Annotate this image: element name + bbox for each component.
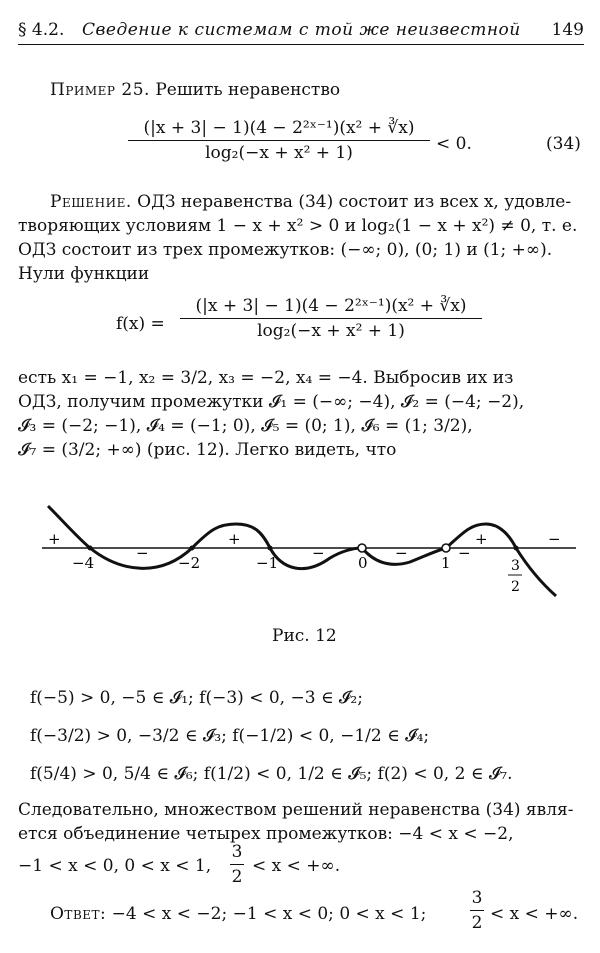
conclusion-line-3-tail: < x < +∞. — [252, 856, 341, 876]
sign-mark: + — [48, 530, 61, 548]
conclusion-fraction: 3 2 — [231, 842, 243, 887]
sign-diagram-figure — [40, 500, 580, 610]
conclusion-line-3: −1 < x < 0, 0 < x < 1, — [18, 856, 212, 876]
sign-mark: − — [312, 544, 325, 562]
check-row-3: f(5/4) > 0, 5/4 ∈ 𝓘₆; f(1/2) < 0, 1/2 ∈ 𝓘₅; f(2) < 0, 2 ∈ 𝓘₇. — [30, 764, 513, 784]
solution-line-4: Нули функции — [18, 264, 150, 284]
sign-curve — [48, 506, 556, 596]
fraction-bar — [128, 140, 430, 141]
solution-line-5: есть x₁ = −1, x₂ = 3/2, x₃ = −2, x₄ = −4. Выбросив их из — [18, 368, 514, 388]
header-rule — [18, 44, 584, 45]
tick-label: −1 — [256, 554, 279, 572]
solution-line-3: ОДЗ состоит из трех промежутков: (−∞; 0), (0; 1) и (1; +∞). — [18, 240, 553, 260]
sign-mark: + — [475, 530, 488, 548]
excluded-point — [442, 544, 450, 552]
section-title: Сведение к системам с той же неизвестной — [82, 20, 521, 40]
inequality-34 — [128, 118, 430, 163]
answer-line — [50, 904, 426, 924]
example-heading — [50, 80, 340, 100]
solution-label: Решение. — [50, 192, 132, 212]
example-label: Пример 25. — [50, 80, 150, 100]
answer-text: −4 < x < −2; −1 < x < 0; 0 < x < 1; — [111, 904, 427, 924]
zero-point — [514, 546, 519, 551]
answer-fraction: 3 2 — [471, 888, 483, 933]
example-text: Решить неравенство — [155, 80, 341, 100]
solution-line-6: ОДЗ, получим промежутки 𝓘₁ = (−∞; −4), 𝓘₂ = (−4; −2), — [18, 392, 525, 412]
function-definition — [180, 296, 482, 341]
answer-tail: < x < +∞. — [490, 904, 579, 924]
fraction-bar — [180, 318, 482, 319]
inequality-numerator: (|x + 3| − 1)(4 − 2²ˣ⁻¹)(x² + ∛x) — [143, 118, 415, 138]
equation-number: (34) — [546, 134, 581, 154]
solution-line-1: Решение. ОДЗ неравенства (34) состоит из всех x, удовле- — [50, 192, 572, 212]
sign-mark: − — [395, 544, 408, 562]
solution-line-8: 𝓘₇ = (3/2; +∞) (рис. 12). Легко видеть, что — [18, 440, 397, 460]
sign-mark: − — [458, 544, 471, 562]
function-lhs: f(x) = — [116, 314, 165, 334]
inequality-rhs: < 0. — [436, 134, 472, 154]
tick-label: 0 — [358, 554, 368, 572]
function-denominator: log₂(−x + x² + 1) — [257, 321, 405, 341]
page-number: 149 — [551, 20, 584, 40]
running-header — [18, 14, 584, 44]
solution-line-7: 𝓘₃ = (−2; −1), 𝓘₄ = (−1; 0), 𝓘₅ = (0; 1), 𝓘₆ = (1; 3/2), — [18, 416, 473, 436]
check-row-2: f(−3/2) > 0, −3/2 ∈ 𝓘₃; f(−1/2) < 0, −1/2 ∈ 𝓘₄; — [30, 726, 430, 746]
zero-point — [88, 546, 93, 551]
tick-label: −4 — [72, 554, 95, 572]
tick-label-fraction-denominator: 2 — [511, 579, 520, 595]
section-number: § 4.2. — [18, 20, 65, 40]
conclusion-line-1: Следовательно, множеством решений неравенства (34) явля- — [18, 800, 574, 820]
conclusion-line-2: ется объединение четырех промежутков: −4 < x < −2, — [18, 824, 514, 844]
zero-point — [268, 546, 273, 551]
solution-line-2: творяющих условиям 1 − x + x² > 0 и log₂(1 − x + x²) ≠ 0, т. е. — [18, 216, 578, 236]
check-row-1: f(−5) > 0, −5 ∈ 𝓘₁; f(−3) < 0, −3 ∈ 𝓘₂; — [30, 688, 363, 708]
tick-label-fraction-numerator: 3 — [511, 558, 520, 574]
inequality-denominator: log₂(−x + x² + 1) — [205, 143, 353, 163]
function-numerator: (|x + 3| − 1)(4 − 2²ˣ⁻¹)(x² + ∛x) — [195, 296, 467, 316]
figure-caption: Рис. 12 — [272, 626, 337, 646]
sign-mark: + — [228, 530, 241, 548]
tick-label: −2 — [178, 554, 201, 572]
sign-mark: − — [548, 530, 561, 548]
zero-point — [190, 546, 195, 551]
answer-label: Ответ: — [50, 904, 107, 924]
excluded-point — [358, 544, 366, 552]
tick-label: 1 — [441, 554, 451, 572]
sign-mark: − — [136, 544, 149, 562]
